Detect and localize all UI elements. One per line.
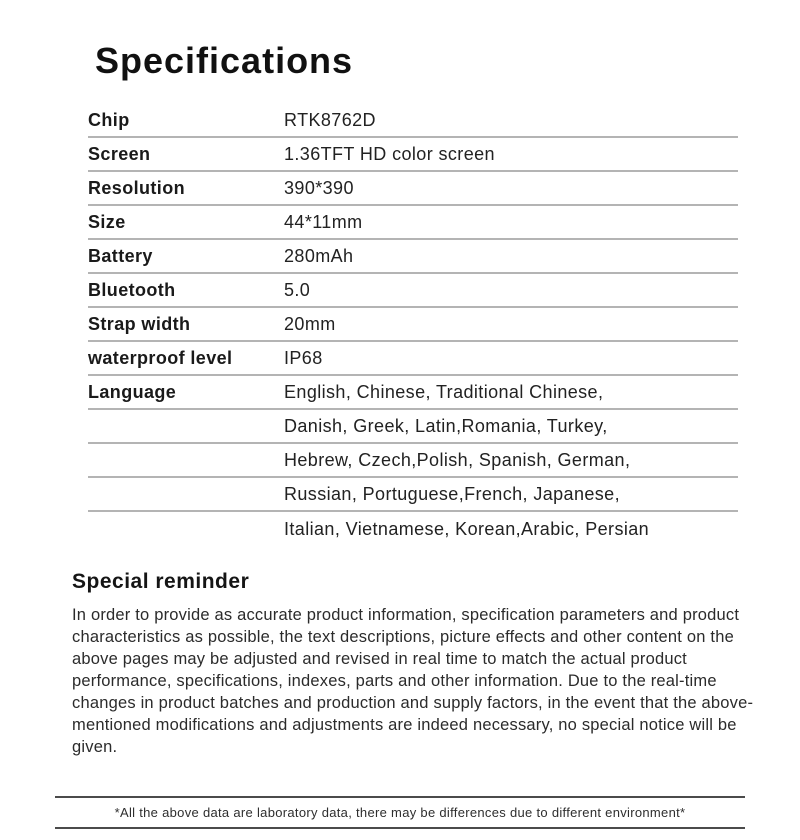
spec-label: Bluetooth [88,280,176,300]
page-title: Specifications [95,40,354,81]
table-row [88,104,738,138]
table-row [88,274,738,308]
special-reminder-title: Special reminder [72,570,250,593]
table-row [88,478,738,512]
spec-label: Battery [88,246,153,266]
spec-value: English, Chinese, Traditional Chinese, [284,382,604,402]
table-row [88,138,738,172]
spec-value: 280mAh [284,246,354,266]
spec-value: RTK8762D [284,110,376,130]
spec-label: waterproof level [88,348,233,368]
spec-value: 20mm [284,314,336,334]
disclaimer-note: *All the above data are laboratory data, there may be differences due to different environment* [55,796,745,829]
table-row [88,206,738,240]
spec-label: Strap width [88,314,191,334]
spec-value: 5.0 [284,280,311,300]
spec-label: Language [88,382,177,402]
table-row [88,444,738,478]
table-row [88,512,738,546]
spec-value: 44*11mm [284,212,363,232]
table-row [88,342,738,376]
table-row [88,172,738,206]
spec-value: 390*390 [284,178,354,198]
table-row [88,376,738,410]
spec-label: Chip [88,110,130,130]
table-row [88,240,738,274]
table-row [88,308,738,342]
product-spec-page [0,40,800,840]
spec-value: 1.36TFT HD color screen [284,144,495,164]
spec-label: Size [88,212,126,232]
spec-table [88,104,738,546]
spec-value: Italian, Vietnamese, Korean,Arabic, Persian [284,519,650,539]
spec-value: Danish, Greek, Latin,Romania, Turkey, [284,416,608,436]
spec-value: IP68 [284,348,323,368]
table-row [88,410,738,444]
special-reminder-body: In order to provide as accurate product information, specification parameters and product characteristics as possible, the text descriptions, picture effects and other content on the above pages may be adjusted and revised in real time to match the actual product performance, specifications, indexes, parts and other information. Due to the real-time changes in product batches and production and supply factors, in the event that the above-mentioned modifications and adjustments are indeed necessary, no special notice will be given. [72,606,754,756]
spec-label: Resolution [88,178,185,198]
spec-value: Hebrew, Czech,Polish, Spanish, German, [284,450,631,470]
spec-label: Screen [88,144,151,164]
spec-value: Russian, Portuguese,French, Japanese, [284,484,620,504]
